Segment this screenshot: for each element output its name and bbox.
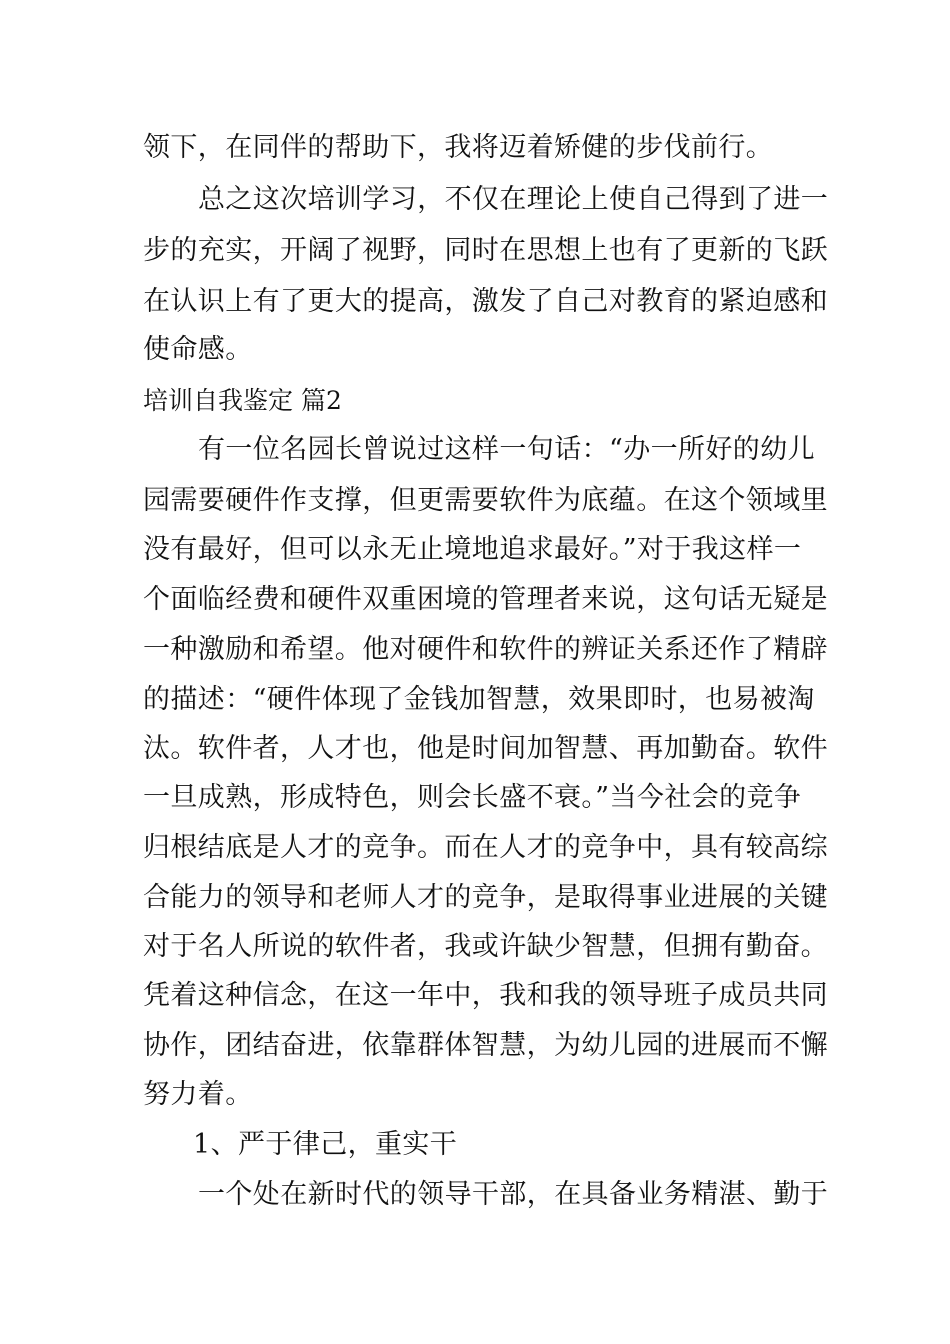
paragraph-line: 对于名人所说的软件者，我或许缺少智慧，但拥有勤奋。: [143, 931, 828, 962]
list-item-heading: 1、严于律己，重实干: [193, 1129, 458, 1160]
paragraph-line: 使命感。: [143, 334, 253, 365]
paragraph-line: 在认识上有了更大的提高，激发了自己对教育的紧迫感和: [143, 286, 828, 317]
paragraph-line: 领下，在同伴的帮助下，我将迈着矫健的步伐前行。: [143, 132, 774, 163]
section-heading: 培训自我鉴定 篇2: [143, 386, 342, 415]
paragraph-line: 一个处在新时代的领导干部，在具备业务精湛、勤于: [198, 1179, 829, 1210]
paragraph-line: 一种激励和希望。他对硬件和软件的辨证关系还作了精辟: [143, 634, 828, 665]
paragraph-line: 没有最好，但可以永无止境地追求最好。”对于我这样一: [143, 534, 802, 565]
paragraph-line: 合能力的领导和老师人才的竞争，是取得事业进展的关键: [143, 882, 828, 913]
paragraph-line: 归根结底是人才的竞争。而在人才的竞争中，具有较高综: [143, 832, 828, 863]
paragraph-line: 步的充实，开阔了视野，同时在思想上也有了更新的飞跃: [143, 235, 828, 266]
paragraph-line: 凭着这种信念，在这一年中，我和我的领导班子成员共同: [143, 980, 828, 1011]
paragraph-line: 总之这次培训学习，不仅在理论上使自己得到了进一: [198, 184, 829, 215]
paragraph-line: 汰。软件者，人才也，他是时间加智慧、再加勤奋。软件: [143, 733, 828, 764]
paragraph-line: 一旦成熟，形成特色，则会长盛不衰。”当今社会的竞争: [143, 782, 802, 813]
paragraph-line: 个面临经费和硬件双重困境的管理者来说，这句话无疑是: [143, 584, 828, 615]
paragraph-line: 协作，团结奋进，依靠群体智慧，为幼儿园的进展而不懈: [143, 1030, 828, 1061]
paragraph-line: 的描述：“硬件体现了金钱加智慧，效果即时，也易被淘: [143, 684, 815, 715]
paragraph-line: 努力着。: [143, 1079, 253, 1110]
paragraph-line: 园需要硬件作支撑，但更需要软件为底蕴。在这个领域里: [143, 485, 828, 516]
paragraph-line: 有一位名园长曾说过这样一句话：“办一所好的幼儿: [198, 434, 816, 465]
